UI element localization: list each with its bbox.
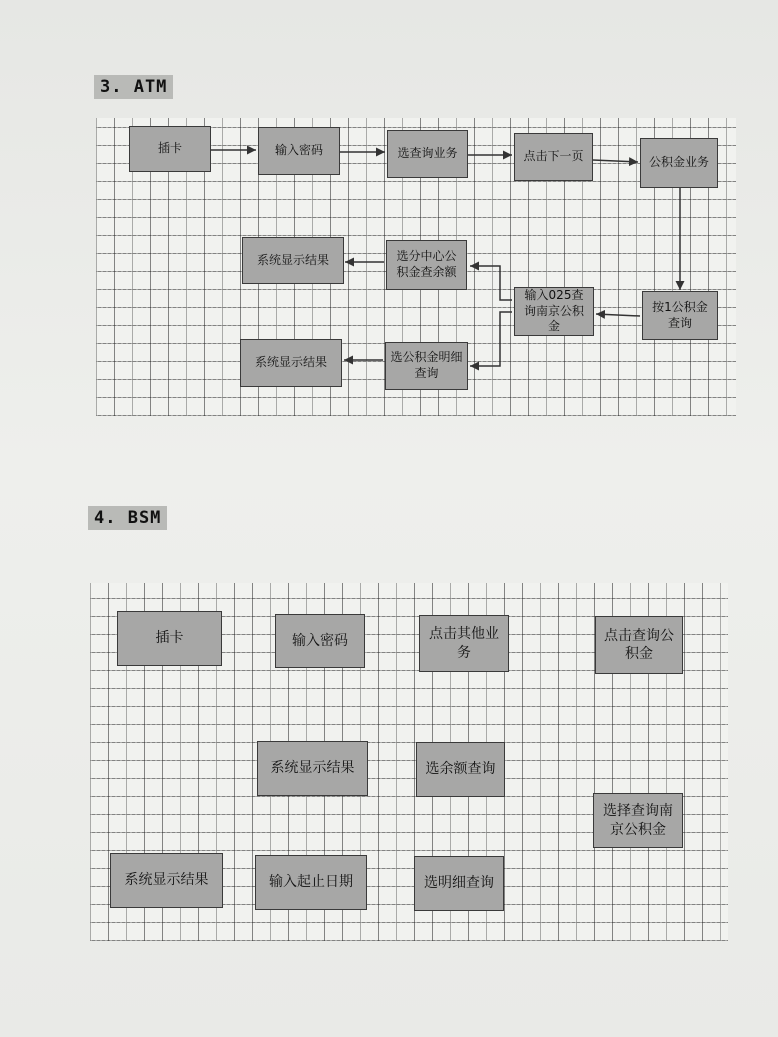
atm-node-center-balance: 选分中心公积金查余额 bbox=[386, 240, 467, 290]
bsm-node-enter-pin: 输入密码 bbox=[275, 614, 365, 668]
atm-node-select-query: 选查询业务 bbox=[387, 130, 468, 178]
atm-node-next-page: 点击下一页 bbox=[514, 133, 593, 181]
bsm-node-show-result-2: 系统显示结果 bbox=[110, 853, 223, 908]
atm-node-input-025: 输入025查询南京公积金 bbox=[514, 287, 594, 336]
bsm-node-fund-query: 点击查询公积金 bbox=[595, 616, 683, 674]
bsm-node-insert-card: 插卡 bbox=[117, 611, 222, 666]
bsm-node-show-result-1: 系统显示结果 bbox=[257, 741, 368, 796]
bsm-node-select-nanjing: 选择查询南京公积金 bbox=[593, 793, 683, 848]
bsm-node-date-range: 输入起止日期 bbox=[255, 855, 367, 910]
atm-node-show-result-2: 系统显示结果 bbox=[240, 339, 342, 387]
atm-node-fund-service: 公积金业务 bbox=[640, 138, 718, 188]
atm-node-fund-detail: 选公积金明细查询 bbox=[385, 342, 468, 390]
atm-edge-025-center bbox=[470, 266, 512, 300]
atm-edge-next-fund bbox=[593, 160, 638, 162]
atm-node-insert-card: 插卡 bbox=[129, 126, 211, 172]
atm-node-show-result-1: 系统显示结果 bbox=[242, 237, 344, 284]
bsm-node-balance-query: 选余额查询 bbox=[416, 742, 505, 797]
atm-node-press-1: 按1公积金查询 bbox=[642, 291, 718, 340]
bsm-node-detail-query: 选明细查询 bbox=[414, 856, 504, 911]
atm-edge-025-detail bbox=[470, 312, 512, 366]
bsm-node-other-service: 点击其他业务 bbox=[419, 615, 509, 672]
atm-edge-press1-025 bbox=[596, 314, 640, 316]
atm-node-enter-pin: 输入密码 bbox=[258, 127, 340, 175]
atm-heading: 3. ATM bbox=[94, 75, 173, 99]
bsm-heading: 4. BSM bbox=[88, 506, 167, 530]
